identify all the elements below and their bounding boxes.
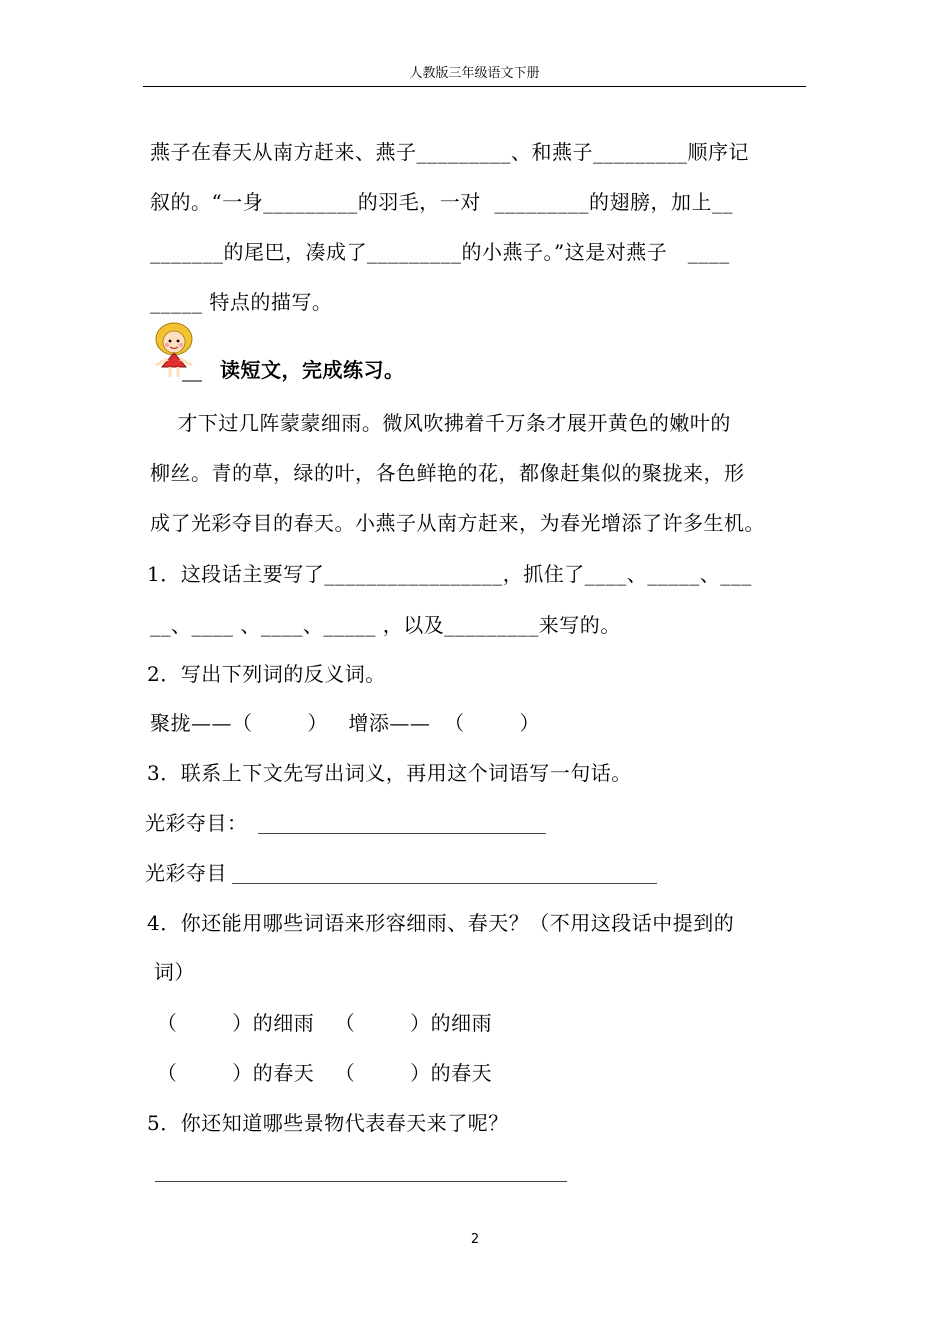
passage-line-2: 柳丝。青的草，绿的叶，各色鲜艳的花，都像赶集似的聚拢来，形: [150, 461, 745, 485]
passage-line-1: 才下过几阵蒙蒙细雨。微风吹拂着千万条才展开黄色的嫩叶的: [150, 411, 731, 435]
question-4-line-2: 词）: [147, 960, 195, 984]
question-4-row-1: （ ）的细雨 （ ）的细雨: [150, 1011, 493, 1035]
question-2: 2．写出下列词的反义词。: [147, 662, 386, 686]
header-divider: [143, 86, 806, 87]
section-title: 读短文，完成练习。: [220, 358, 405, 382]
passage-line-3: 成了光彩夺目的春天。小燕子从南方赶来，为春光增添了许多生机。: [150, 511, 765, 535]
question-2-items: 聚拢——（ ） 增添—— （ ）: [150, 711, 541, 735]
question-1-line-1: 1．这段话主要写了_________________，抓住了____、_____、___: [147, 562, 752, 586]
intro-line-1: 燕子在春天从南方赶来、燕子_________、和燕子_________顺序记: [150, 140, 749, 164]
intro-line-2: 叙的。“一身_________的羽毛，一对 _________的翅膀，加上__: [150, 190, 733, 214]
question-3-sentence-blank: [232, 883, 657, 884]
question-5-answer-blank: [155, 1181, 567, 1182]
question-4-row-2: （ ）的春天 （ ）的春天: [150, 1061, 493, 1085]
intro-line-3: _______的尾巴，凑成了_________的小燕子。”这是对燕子 ____: [150, 240, 730, 264]
page-header: 人教版三年级语文下册: [409, 66, 540, 81]
question-3-meaning-blank: [258, 833, 546, 834]
question-3: 3．联系上下文先写出词义，再用这个词语写一句话。: [147, 761, 632, 785]
question-3-meaning-label: 光彩夺目：: [145, 811, 248, 835]
cartoon-girl-icon: [146, 319, 202, 385]
question-5: 5．你还知道哪些景物代表春天来了呢？: [147, 1111, 509, 1135]
question-3-sentence-label: 光彩夺目: [145, 861, 227, 885]
question-4-line-1: 4．你还能用哪些词语来形容细雨、春天？（不用这段话中提到的: [147, 911, 735, 935]
intro-line-4: _____ 特点的描写。: [150, 290, 333, 314]
question-1-line-2: __、____ 、____、_____ ，以及_________来写的。: [150, 613, 621, 637]
page-number: 2: [470, 1232, 480, 1247]
